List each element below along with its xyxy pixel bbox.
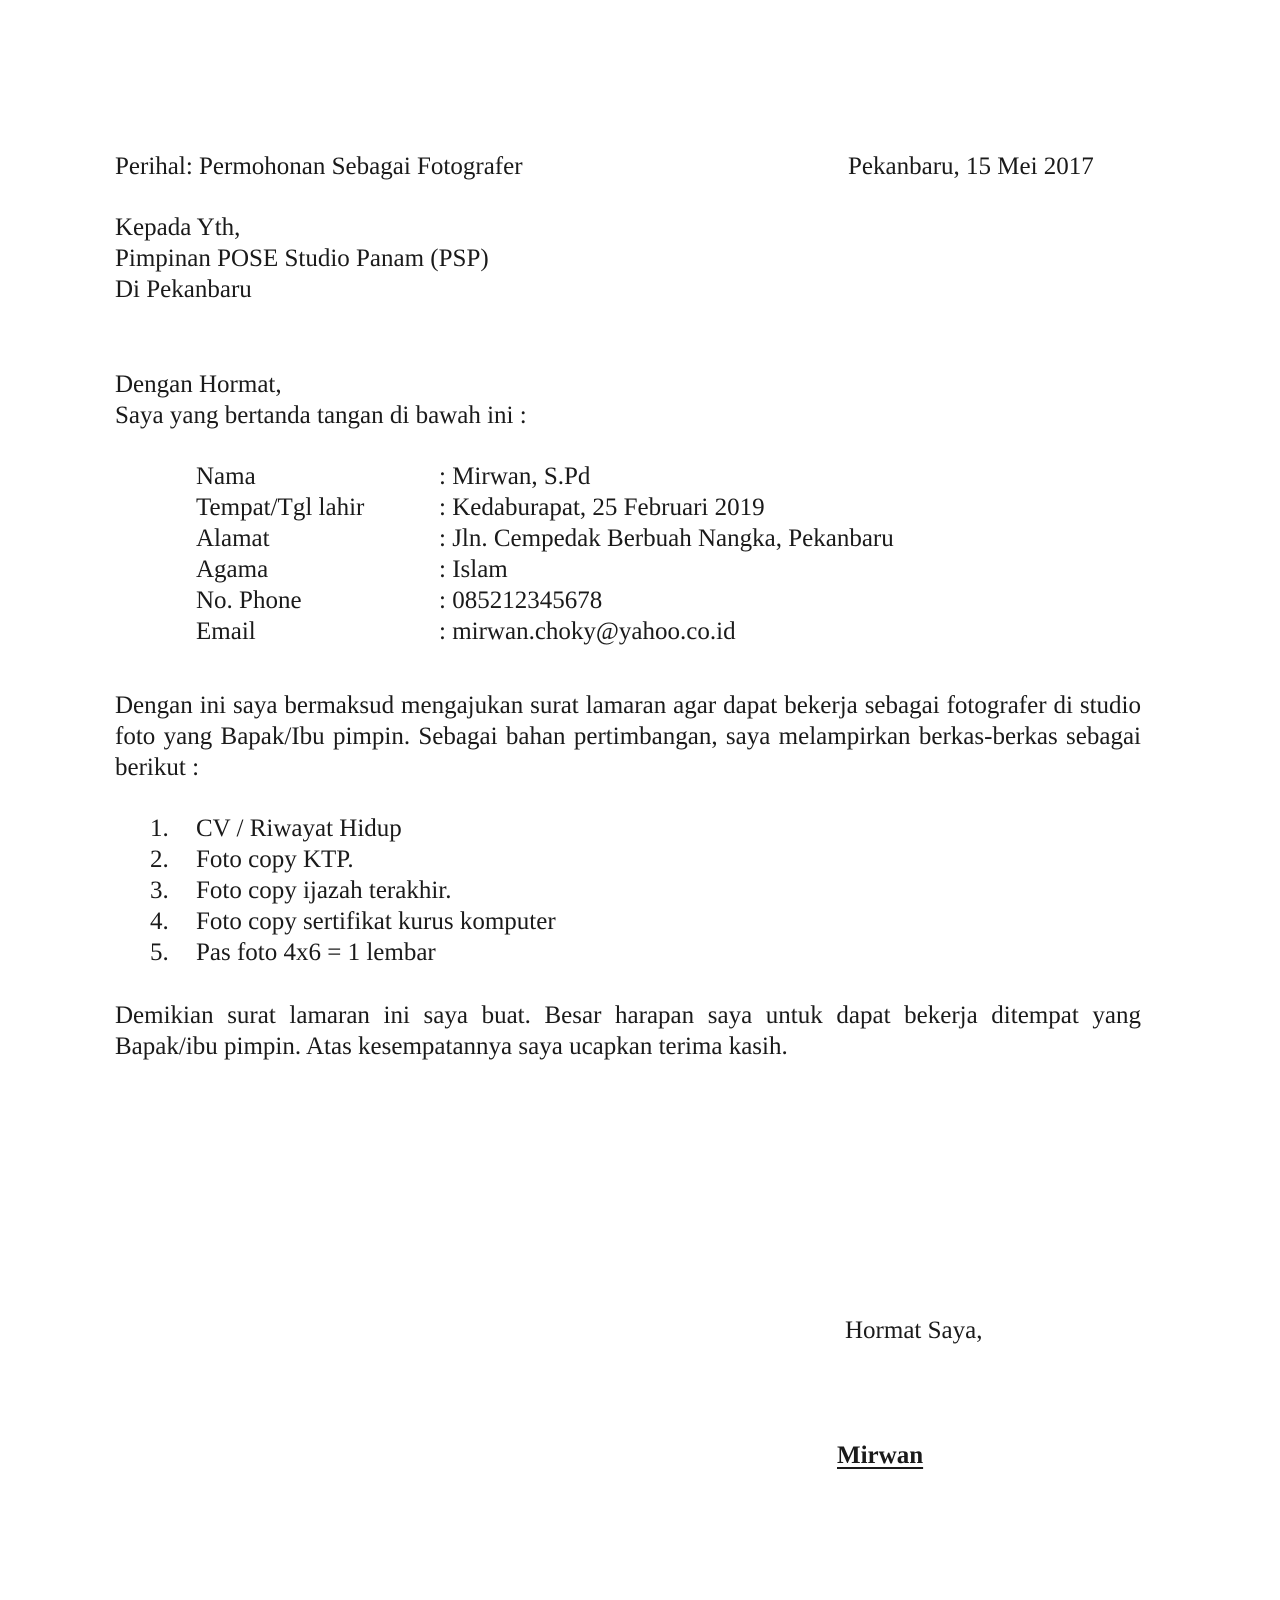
greeting-block	[115, 372, 527, 434]
list-number: 4.	[150, 908, 169, 935]
recipient-location: Di Pekanbaru	[115, 276, 252, 303]
recipient-salutation: Kepada Yth,	[115, 214, 241, 241]
list-number: 1.	[150, 815, 169, 842]
greeting-salutation: Dengan Hormat,	[115, 371, 282, 398]
list-number: 2.	[150, 846, 169, 873]
list-item	[150, 940, 556, 971]
list-item	[150, 878, 556, 909]
body-paragraph-closing: Demikian surat lamaran ini saya buat. Besar harapan saya untuk dapat bekerja ditempat yang Bapak/ibu pimpin. Atas kesempatannya saya ucapkan terima kasih.	[115, 1002, 1141, 1060]
place-date: Pekanbaru, 15 Mei 2017	[848, 153, 1094, 180]
list-text: Foto copy KTP.	[196, 846, 354, 873]
list-text: Foto copy sertifikat kurus komputer	[196, 908, 556, 935]
list-text: Pas foto 4x6 = 1 lembar	[196, 939, 436, 966]
greeting-intro: Saya yang bertanda tangan di bawah ini :	[115, 402, 527, 429]
identity-label: Email	[196, 618, 256, 645]
attachment-list	[150, 816, 556, 971]
identity-row-phone	[196, 588, 894, 619]
list-number: 5.	[150, 939, 169, 966]
identity-row-address	[196, 526, 894, 557]
list-number: 3.	[150, 877, 169, 904]
letter-subject: Perihal: Permohonan Sebagai Fotografer	[115, 153, 523, 180]
identity-table	[196, 464, 894, 650]
body-paragraph-intent: Dengan ini saya bermaksud mengajukan surat lamaran agar dapat bekerja sebagai fotografer di studio foto yang Bapak/Ibu pimpin. Sebagai bahan pertimbangan, saya melampirkan berkas-berkas sebagai berikut :	[115, 692, 1141, 781]
list-text: Foto copy ijazah terakhir.	[196, 877, 452, 904]
identity-row-religion	[196, 557, 894, 588]
recipient-name: Pimpinan POSE Studio Panam (PSP)	[115, 245, 489, 272]
closing-regards: Hormat Saya,	[845, 1317, 983, 1344]
identity-value: : Jln. Cempedak Berbuah Nangka, Pekanbaru	[439, 525, 894, 552]
signatory-name: Mirwan	[837, 1442, 924, 1469]
identity-row-birth	[196, 495, 894, 526]
identity-label: Agama	[196, 556, 269, 583]
identity-row-name	[196, 464, 894, 495]
list-item	[150, 909, 556, 940]
identity-row-email	[196, 619, 894, 650]
identity-value: : mirwan.choky@yahoo.co.id	[439, 618, 736, 645]
identity-value: : 085212345678	[439, 587, 603, 614]
identity-value: : Islam	[439, 556, 508, 583]
list-text: CV / Riwayat Hidup	[196, 815, 402, 842]
identity-value: : Mirwan, S.Pd	[439, 463, 591, 490]
identity-label: Nama	[196, 463, 256, 490]
identity-label: No. Phone	[196, 587, 302, 614]
identity-value: : Kedaburapat, 25 Februari 2019	[439, 494, 765, 521]
identity-label: Alamat	[196, 525, 270, 552]
list-item	[150, 847, 556, 878]
list-item	[150, 816, 556, 847]
identity-label: Tempat/Tgl lahir	[196, 494, 365, 521]
recipient-block	[115, 215, 489, 308]
